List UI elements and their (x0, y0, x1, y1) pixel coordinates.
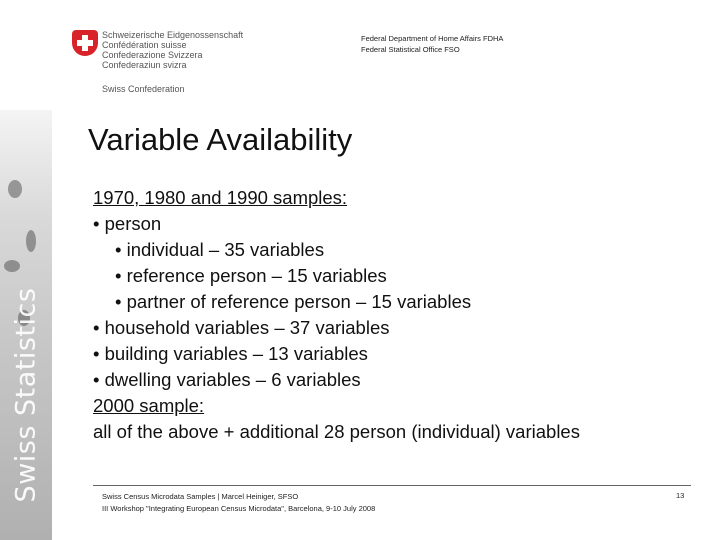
bullet-item: • person (93, 213, 162, 234)
slide-body (93, 185, 580, 445)
department-line: Federal Department of Home Affairs FDHA (361, 34, 504, 43)
confederation-line: Confederazione Svizzera (102, 50, 203, 60)
body-text: all of the above + additional 28 person (individual) variables (93, 421, 580, 442)
page-number: 13 (676, 491, 685, 500)
confederation-en: Swiss Confederation (102, 84, 185, 94)
side-label (0, 287, 52, 503)
bullet-item: • building variables – 13 variables (93, 343, 368, 364)
confederation-line: Confederaziun svizra (102, 60, 187, 70)
bullet-item: • dwelling variables – 6 variables (93, 369, 361, 390)
sub-bullet-item: • individual – 35 variables (115, 239, 325, 260)
department-line: Federal Statistical Office FSO (361, 45, 460, 54)
swiss-flag-icon (72, 30, 98, 56)
confederation-line: Confédération suisse (102, 40, 187, 50)
slide-title: Variable Availability (88, 122, 353, 157)
footer-text (102, 491, 375, 515)
side-label-text: Swiss Statistics (10, 287, 42, 503)
footer-line: Swiss Census Microdata Samples | Marcel Heiniger, SFSO (102, 492, 299, 501)
confederation-block (102, 30, 243, 94)
section-heading: 1970, 1980 and 1990 samples: (93, 187, 348, 208)
sub-bullet-item: • partner of reference person – 15 variables (115, 291, 472, 312)
confederation-line: Schweizerische Eidgenossenschaft (102, 30, 244, 40)
bullet-item: • household variables – 37 variables (93, 317, 390, 338)
footer-divider (93, 485, 691, 486)
sub-bullet-item: • reference person – 15 variables (115, 265, 387, 286)
footer-line: III Workshop "Integrating European Census Microdata", Barcelona, 9-10 July 2008 (102, 504, 376, 513)
section-heading: 2000 sample: (93, 395, 205, 416)
department-block (361, 33, 503, 55)
